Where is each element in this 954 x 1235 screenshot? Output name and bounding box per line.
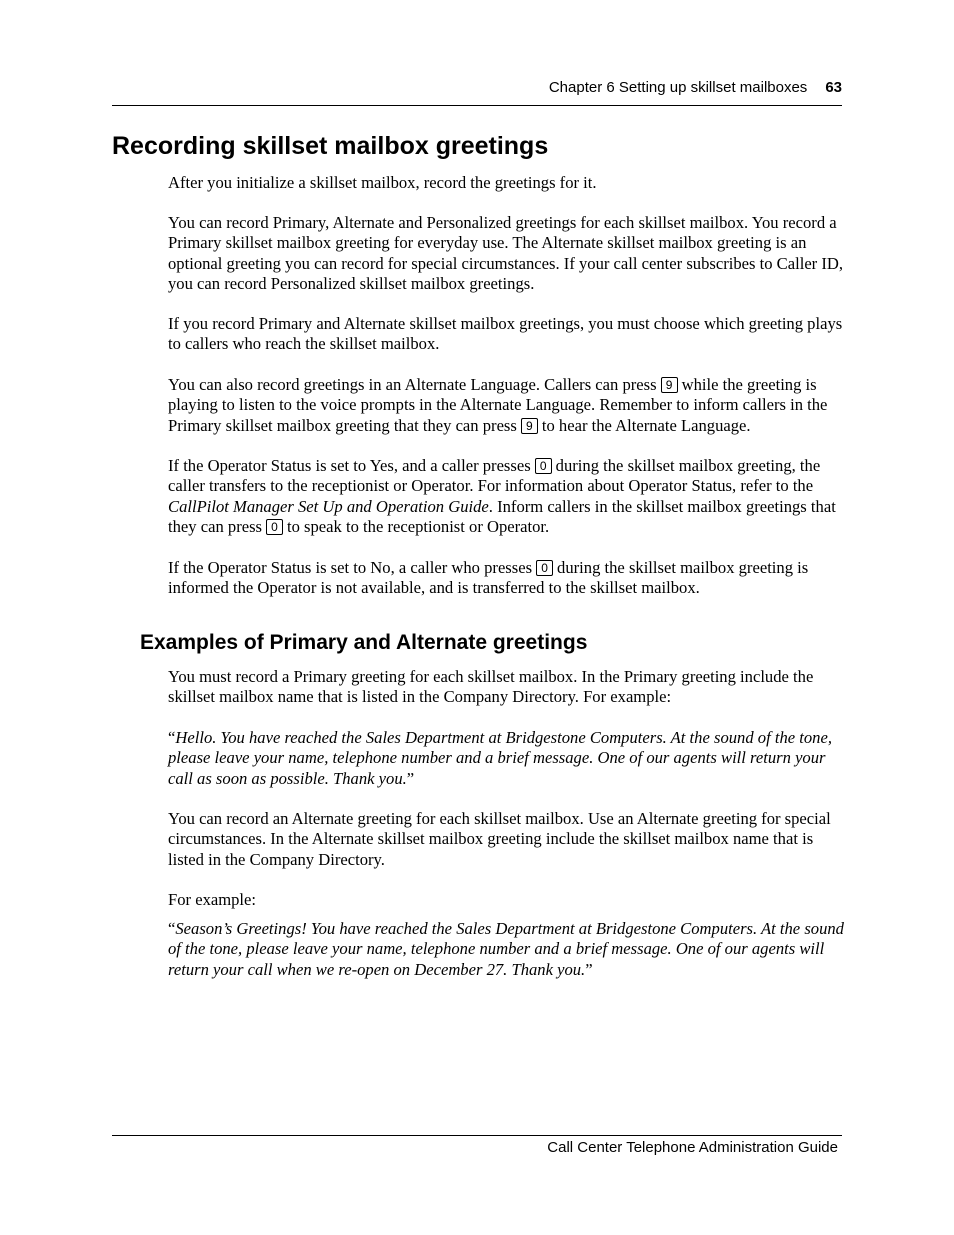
quote-alternate-example: “Season’s Greetings! You have reached the Sales Department at Bridgestone Computers. At the sound of the tone, please leave your name, telephone number and a brief message. One of our agents will return your call when we re-open on December 27. Thank you.” bbox=[168, 919, 844, 979]
key-9-icon: 9 bbox=[521, 418, 538, 434]
paragraph-choose-greeting: If you record Primary and Alternate skillset mailbox greetings, you must choose which greeting plays to callers who reach the skillset mailbox. bbox=[168, 314, 843, 354]
paragraph-operator-no: If the Operator Status is set to No, a caller who presses 0 during the skillset mailbox greeting is informed the Operator is not available, and is transferred to the skillset mailbox. bbox=[168, 558, 809, 598]
footer-rule bbox=[112, 1135, 842, 1136]
page-number: 63 bbox=[825, 79, 842, 96]
paragraph-greeting-types: You can record Primary, Alternate and Personalized greetings for each skillset mailbox. You record a Primary skillset mailbox greeting for everyday use. The Alternate skillset mailbox greeting is an optional greeting you can record for special circumstances. If your call center subscribes to Caller ID, you can record Personalized skillset mailbox greetings. bbox=[168, 213, 844, 293]
header-rule bbox=[112, 105, 842, 106]
paragraph-alternate-language: You can also record greetings in an Alternate Language. Callers can press 9 while the greeting is playing to listen to the voice prompts in the Alternate Language. Remember to inform callers in the Primary skillset mailbox greeting that they can press 9 to hear the Alternate Language. bbox=[168, 375, 828, 435]
running-header bbox=[112, 78, 842, 98]
guide-reference: CallPilot Manager Set Up and Operation Guide bbox=[168, 496, 489, 516]
quote-primary-example: “Hello. You have reached the Sales Department at Bridgestone Computers. At the sound of the tone, please leave your name, telephone number and a brief message. One of our agents will return your call as soon as possible. Thank you.” bbox=[168, 728, 832, 788]
key-0-icon: 0 bbox=[535, 458, 552, 474]
section-heading: Recording skillset mailbox greetings bbox=[112, 132, 549, 160]
paragraph-for-example: For example: bbox=[168, 890, 257, 909]
key-0-icon: 0 bbox=[266, 519, 283, 535]
paragraph-primary-greeting: You must record a Primary greeting for each skillset mailbox. In the Primary greeting include the skillset mailbox name that is listed in the Company Directory. For example: bbox=[168, 667, 814, 707]
running-footer: Call Center Telephone Administration Guide bbox=[547, 1139, 838, 1156]
paragraph-operator-yes: If the Operator Status is set to Yes, and a caller presses 0 during the skillset mailbox greeting, the caller transfers to the receptionist or Operator. For information about Operator Status, refer to the CallPilot Manager Set Up and Operation Guide. Inform callers in the skillset mailbox greetings that they can press 0 to speak to the receptionist or Operator. bbox=[168, 456, 836, 536]
chapter-title: Chapter 6 Setting up skillset mailboxes bbox=[548, 79, 808, 96]
paragraph-intro: After you initialize a skillset mailbox, record the greetings for it. bbox=[168, 173, 597, 192]
key-9-icon: 9 bbox=[661, 377, 678, 393]
paragraph-alternate-greeting: You can record an Alternate greeting for each skillset mailbox. Use an Alternate greeting for special circumstances. In the Alternate skillset mailbox greeting include the skillset mailbox name that is listed in the Company Directory. bbox=[168, 809, 831, 869]
key-0-icon: 0 bbox=[536, 560, 553, 576]
subsection-heading: Examples of Primary and Alternate greetings bbox=[140, 631, 588, 654]
